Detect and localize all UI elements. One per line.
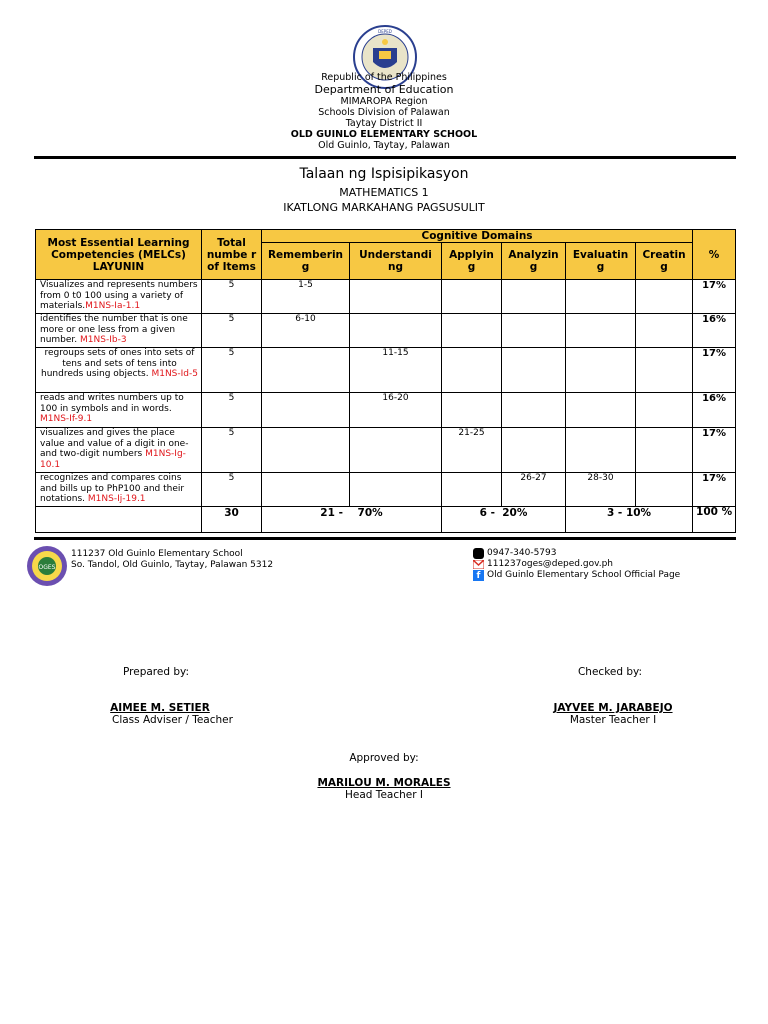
total-percent-cell: 100 %	[693, 507, 736, 533]
percent-cell: 16%	[693, 393, 736, 428]
evaluating-cell	[566, 428, 636, 473]
school-address: Old Guinlo, Taytay, Palawan	[318, 140, 450, 151]
analyzing-cell	[502, 393, 566, 428]
totals-row	[36, 507, 736, 533]
svg-text:DEPED: DEPED	[378, 29, 392, 34]
understanding-cell: 16-20	[350, 393, 442, 428]
footer-divider	[34, 537, 736, 540]
prepared-signatory	[60, 702, 260, 726]
creating-cell	[636, 280, 693, 314]
applying-cell: 21-25	[442, 428, 502, 473]
competency-text: reads and writes numbers up to 100 in symbols and in words.	[40, 393, 184, 414]
domain-header-creating: Creatin g	[636, 243, 693, 280]
middle-order-total: 6 - 20%	[442, 507, 566, 533]
percent-cell: 16%	[693, 314, 736, 348]
checked-name: JAYVEE M. JARABEJO	[553, 702, 673, 714]
department-line: Department of Education	[314, 83, 454, 96]
republic-line: Republic of the Philippines	[321, 72, 447, 83]
competency-code: M1NS-Id-5	[151, 369, 198, 379]
table-row	[36, 280, 736, 314]
table-row	[36, 473, 736, 507]
competency-code: M1NS-Ig-10.1	[40, 449, 186, 470]
school-logo-text: OGES	[38, 564, 56, 571]
school-name: OLD GUINLO ELEMENTARY SCHOOL	[290, 129, 478, 140]
creating-cell	[636, 428, 693, 473]
checked-title: Master Teacher I	[569, 714, 657, 726]
approved-name: MARILOU M. MORALES	[317, 777, 451, 789]
school-logo	[26, 545, 68, 587]
prepared-title: Class Adviser / Teacher	[112, 714, 233, 726]
remembering-cell: 1-5	[262, 280, 350, 314]
competency-code: M1NS-Ib-3	[80, 335, 127, 345]
school-contact	[71, 549, 273, 571]
table-row	[36, 314, 736, 348]
phone-row	[473, 548, 680, 559]
specification-table	[35, 229, 736, 533]
approved-label: Approved by:	[349, 752, 419, 764]
domain-header-understanding: Understandi ng	[350, 243, 442, 280]
lower-order-total: 21 - 70%	[262, 507, 442, 533]
header-divider	[34, 156, 736, 159]
document-title-block	[0, 166, 768, 215]
remembering-cell	[262, 393, 350, 428]
table-row	[36, 348, 736, 393]
checked-signatory	[513, 702, 713, 726]
creating-cell	[636, 473, 693, 507]
percent-cell: 17%	[693, 428, 736, 473]
competency-text: identifies the number that is one more or one less from a given number.	[40, 314, 188, 345]
percent-cell: 17%	[693, 280, 736, 314]
school-address-line: So. Tandol, Old Guinlo, Taytay, Palawan 5312	[71, 560, 274, 570]
understanding-cell	[350, 473, 442, 507]
facebook-icon: f	[473, 570, 484, 581]
applying-cell	[442, 473, 502, 507]
domain-header-evaluating: Evaluatin g	[566, 243, 636, 280]
competency-text: Visualizes and represents numbers from 0 t0 100 using a variety of materials.	[40, 280, 198, 311]
evaluating-cell	[566, 314, 636, 348]
remembering-cell: 6-10	[262, 314, 350, 348]
school-id-line: 111237 Old Guinlo Elementary School	[71, 549, 243, 559]
facebook-row	[473, 570, 680, 581]
email-address[interactable]: 111237oges@deped.gov.ph	[487, 559, 613, 569]
evaluating-cell	[566, 348, 636, 393]
cognitive-domains-header: Cognitive Domains	[262, 230, 693, 243]
domain-header-applying: Applyin g	[442, 243, 502, 280]
prepared-name: AIMEE M. SETIER	[110, 702, 210, 714]
total-cell: 5	[202, 473, 262, 507]
analyzing-cell	[502, 280, 566, 314]
remembering-cell	[262, 348, 350, 393]
total-cell: 5	[202, 348, 262, 393]
analyzing-cell	[502, 428, 566, 473]
creating-cell	[636, 393, 693, 428]
division-line: Schools Division of Palawan	[318, 107, 450, 118]
competency-text: recognizes and compares coins and bills up to PhP100 and their notations.	[40, 473, 185, 504]
analyzing-cell	[502, 348, 566, 393]
total-items-cell: 30	[202, 507, 262, 533]
total-cell: 5	[202, 428, 262, 473]
checked-label: Checked by:	[577, 666, 643, 678]
domain-header-remembering: Rememberin g	[262, 243, 350, 280]
total-header: Total numbe r of Items	[202, 230, 262, 280]
creating-cell	[636, 314, 693, 348]
letterhead	[0, 72, 768, 151]
prepared-label: Prepared by:	[123, 666, 189, 678]
facebook-page[interactable]: Old Guinlo Elementary School Official Page	[487, 570, 681, 580]
applying-cell	[442, 280, 502, 314]
competency-code: M1NS-Ij-19.1	[87, 494, 146, 504]
percent-cell: 17%	[693, 348, 736, 393]
region-line: MIMAROPA Region	[340, 96, 428, 107]
contact-block	[473, 548, 680, 581]
evaluating-cell	[566, 280, 636, 314]
understanding-cell: 11-15	[350, 348, 442, 393]
phone-icon	[473, 548, 484, 559]
table-row	[36, 393, 736, 428]
analyzing-cell: 26-27	[502, 473, 566, 507]
applying-cell	[442, 348, 502, 393]
understanding-cell	[350, 280, 442, 314]
percent-cell: 17%	[693, 473, 736, 507]
higher-order-total: 3 - 10%	[566, 507, 693, 533]
total-cell: 5	[202, 280, 262, 314]
total-cell: 5	[202, 393, 262, 428]
email-row	[473, 559, 680, 570]
evaluating-cell	[566, 393, 636, 428]
competency-text: regroups sets of ones into sets of tens and sets of tens into hundreds using objects.	[41, 348, 195, 379]
domain-header-analyzing: Analyzin g	[502, 243, 566, 280]
competency-text: visualizes and gives the place value and value of a digit in one- and two-digit numbers	[40, 428, 189, 459]
table-row	[36, 428, 736, 473]
remembering-cell	[262, 428, 350, 473]
understanding-cell	[350, 428, 442, 473]
analyzing-cell	[502, 314, 566, 348]
totals-label-cell	[36, 507, 202, 533]
exam-title: IKATLONG MARKAHANG PAGSUSULIT	[283, 201, 485, 214]
district-line: Taytay District II	[345, 118, 423, 129]
applying-cell	[442, 393, 502, 428]
understanding-cell	[350, 314, 442, 348]
subject-title: MATHEMATICS 1	[339, 186, 429, 199]
total-cell: 5	[202, 314, 262, 348]
percent-header: %	[693, 230, 736, 280]
creating-cell	[636, 348, 693, 393]
gmail-icon	[473, 560, 484, 569]
phone-number: 0947-340-5793	[487, 548, 557, 558]
applying-cell	[442, 314, 502, 348]
evaluating-cell: 28-30	[566, 473, 636, 507]
competency-header: Most Essential Learning Competencies (MELCs) LAYUNIN	[36, 230, 202, 280]
competency-code: M1NS-Ia-1.1	[85, 301, 141, 311]
remembering-cell	[262, 473, 350, 507]
approved-title: Head Teacher I	[345, 789, 423, 801]
document-title: Talaan ng Ispisipikasyon	[299, 166, 469, 182]
approved-signatory	[269, 777, 499, 801]
competency-code: M1NS-If-9.1	[40, 414, 93, 424]
